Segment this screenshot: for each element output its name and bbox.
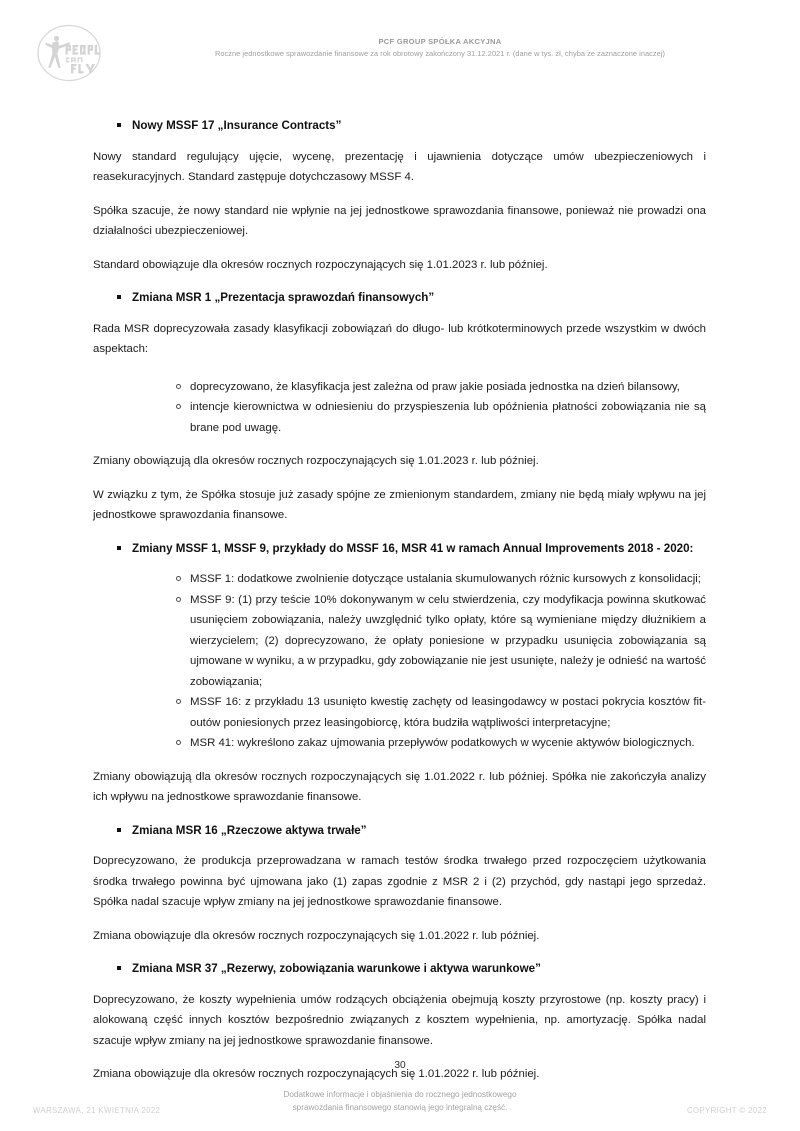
square-bullet-icon — [117, 966, 121, 970]
square-bullet-icon — [117, 828, 121, 832]
page-number: 30 — [394, 1060, 406, 1071]
paragraph: Zmiany obowiązują dla okresów rocznych rozpoczynających się 1.01.2023 r. lub później. — [93, 455, 539, 467]
list-item — [93, 733, 706, 754]
people-can-fly-logo — [30, 24, 108, 82]
list-item — [93, 397, 706, 438]
list-item — [93, 590, 706, 693]
section-heading-text: Zmiana MSR 37 „Rezerwy, zobowiązania warunkowe i aktywa warunkowe” — [132, 962, 541, 975]
header-company-name: PCF GROUP SPÓŁKA AKCYJNA — [378, 37, 502, 46]
footer-note — [200, 1088, 600, 1114]
list-item — [93, 569, 706, 590]
footer-location-date: WARSZAWA, 21 KWIETNIA 2022 — [33, 1106, 161, 1115]
section-heading-msr-37 — [93, 959, 706, 979]
list-item-text: MSSF 9: (1) przy teście 10% dokonywanym w celu stwierdzenia, czy modyfikacja powinna skutkować usunięciem zobowiązania, należy uwzględnić tylko opłaty, które są wymieniane między dłużnikiem a wierzycielem; (2) doprecyzowano, że opłaty poniesione w przypadku usunięcia zobowiązania są ujmowane w wyniku, a w przypadku, gdy zobowiązanie nie jest usunięte, należy je odnieść na wartość zobowiązania; — [190, 593, 706, 688]
page-footer — [0, 1088, 800, 1131]
square-bullet-icon — [117, 123, 121, 127]
list-item — [93, 377, 706, 398]
footer-note-line-1: Dodatkowe informacje i objaśnienia do rocznego jednostkowego — [283, 1090, 517, 1099]
circle-bullet-icon — [176, 740, 181, 745]
header-title-block — [120, 36, 760, 60]
header-document-subtitle: Roczne jednostkowe sprawozdanie finansowe za rok obrotowy zakończony 31.12.2021 r. (dane w tys. zł, chyba że zaznaczone inaczej) — [214, 49, 666, 58]
sub-list-msr-1 — [93, 377, 706, 439]
paragraph: Doprecyzowano, że koszty wypełnienia umów rodzących obciążenia obejmują koszty przyrostowe (np. koszty pracy) i alokowaną część innych kosztów bezpośrednio związanych z kosztem wypełnienia, np. amortyzację. Spółka nadal szacuje wpływ zmiany na jej jednostkowe sprawozdanie finansowe. — [93, 993, 706, 1047]
square-bullet-icon — [117, 546, 121, 550]
paragraph: Zmiana obowiązuje dla okresów rocznych rozpoczynających się 1.01.2022 r. lub później. — [93, 929, 540, 942]
section-heading-text: Zmiana MSR 16 „Rzeczowe aktywa trwałe” — [132, 823, 367, 837]
paragraph: Doprecyzowano, że produkcja przeprowadzana w ramach testów środka trwałego przed rozpoczęciem użytkowania środka trwałego powinna być ujmowana jako (1) zapas zgodnie z MSR 2 i (2) przychód, gdy nastąpi jego sprzedaż. Spółka nadal szacuje wpływ zmiany na jej jednostkowe sprawozdanie finansowe. — [93, 855, 706, 908]
section-heading-text: Zmiana MSR 1 „Prezentacja sprawozdań finansowych” — [132, 291, 435, 304]
section-heading-annual-improvements — [93, 539, 706, 559]
document-content — [93, 108, 706, 1098]
paragraph: Zmiana obowiązuje dla okresów rocznych rozpoczynających się 1.01.2022 r. lub później. — [93, 1068, 540, 1080]
section-heading-msr-16 — [93, 821, 706, 841]
paragraph: Spółka szacuje, że nowy standard nie wpłynie na jej jednostkowe sprawozdania finansowe, ponieważ nie prowadzi ona działalności ubezpieczeniowej. — [93, 204, 706, 237]
footer-note-line-2: sprawozdania finansowego stanowią jego integralną część. — [292, 1103, 508, 1112]
footer-copyright: COPYRIGHT © 2022 — [686, 1106, 767, 1115]
paragraph: Rada MSR doprecyzowała zasady klasyfikacji zobowiązań do długo- lub krótkoterminowych przede wszystkim w dwóch aspektach: — [93, 322, 706, 355]
circle-bullet-icon — [176, 404, 181, 409]
circle-bullet-icon — [176, 597, 181, 602]
page-header — [0, 0, 800, 92]
section-heading-mssf-17 — [93, 116, 706, 136]
section-heading-msr-1 — [93, 288, 706, 308]
circle-bullet-icon — [176, 576, 181, 581]
paragraph: W związku z tym, że Spółka stosuje już zasady spójne ze zmienionym standardem, zmiany nie będą miały wpływu na jej jednostkowe sprawozdania finansowe. — [93, 488, 706, 521]
list-item-text: MSSF 1: dodatkowe zwolnienie dotyczące ustalania skumulowanych różnic kursowych z konsolidacji; — [190, 573, 701, 585]
paragraph: Standard obowiązuje dla okresów rocznych rozpoczynających się 1.01.2023 r. lub później. — [93, 258, 548, 271]
list-item — [93, 692, 706, 733]
paragraph: Nowy standard regulujący ujęcie, wycenę, prezentację i ujawnienia dotyczące umów ubezpieczeniowych i reasekuracyjnych. Standard zastępuje dotychczasowy MSSF 4. — [93, 150, 706, 183]
section-heading-text: Zmiany MSSF 1, MSSF 9, przykłady do MSSF 16, MSR 41 w ramach Annual Improvements 2018 - 2020: — [132, 541, 694, 555]
square-bullet-icon — [117, 295, 121, 299]
sub-list-annual-improvements — [93, 569, 706, 754]
list-item-text: MSSF 16: z przykładu 13 usunięto kwestię zachęty od leasingodawcy w postaci pokrycia kosztów fit-outów poniesionych przez leasingobiorcę, która budziła wątpliwości interpretacyjne; — [190, 696, 706, 729]
section-heading-text: Nowy MSSF 17 „Insurance Contracts” — [132, 119, 342, 132]
paragraph: Zmiany obowiązują dla okresów rocznych rozpoczynających się 1.01.2022 r. lub później. Spółka nie zakończyła analizy ich wpływu na jednostkowe sprawozdanie finansowe. — [93, 770, 706, 803]
list-item-text: MSR 41: wykreślono zakaz ujmowania przepływów podatkowych w wycenie aktywów biologicznych. — [190, 737, 695, 749]
circle-bullet-icon — [176, 384, 181, 389]
circle-bullet-icon — [176, 699, 181, 704]
list-item-text: intencje kierownictwa w odniesieniu do przyspieszenia lub opóźnienia płatności zobowiązania nie są brane pod uwagę. — [190, 401, 706, 434]
list-item-text: doprecyzowano, że klasyfikacja jest zależna od praw jakie posiada jednostka na dzień bilansowy, — [190, 380, 680, 393]
